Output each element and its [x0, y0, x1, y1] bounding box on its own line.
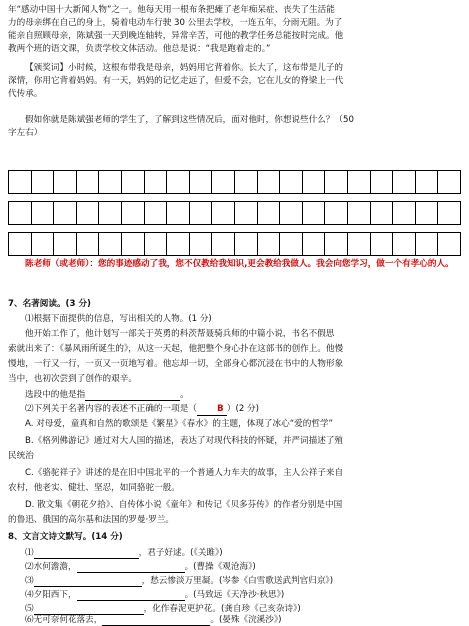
q7-excerpt: 他开始工作了，他计划写一部关于英勇的科茨帮聂骑兵师的中篇小说，书名不假思 [25, 329, 335, 339]
option-c: C.《骆驼祥子》讲述的是在旧中国北平的一个普通人力车夫的故事，主人公祥子来自 [25, 468, 344, 478]
choice-answer[interactable]: B [197, 403, 227, 416]
question-8-title: 8、文言文诗文默写。(14 分) [8, 532, 123, 542]
option-d-cont: 的鲁迅、俄国的高尔基和法国的罗曼·罗兰。 [8, 515, 175, 525]
recitation-item: ⑶ ，愁云惨淡万里凝。(岑参《白雪歌送武判官归京》) [25, 576, 334, 586]
answer-blank[interactable] [102, 615, 210, 626]
answer-text: 陈老师（或老师）：您的事迹感动了我，您不仅教给我知识,更会教给我做人。我会向您学习，做一个有孝心的人。 [25, 259, 454, 269]
option-c-cont: 农村，他老实、健壮、坚忍，如同骆驼一般。 [8, 483, 180, 493]
recitation-item: ⑵水何澹澹， 。(曹操《观沧海》) [25, 562, 256, 572]
answer-blank[interactable] [85, 390, 180, 401]
answer-blank[interactable] [34, 548, 139, 559]
q7-sub2: ⑵下列关于名著内容的表述不正确的一项是（ B ）(2 分) [8, 403, 460, 416]
grid-row [9, 171, 461, 194]
option-b: B.《格列佛游记》通过对大人国的描述，表达了对现代科技的怀疑，并严词描述了殖 [25, 436, 344, 446]
option-a: A. 对母爱，童真和自然的歌颂是《繁星》《春水》的主题，体现了冰心“爱的哲学” [25, 419, 333, 429]
recitation-item: ⑹无可奈何花落去， 。(晏殊《浣溪沙》) [25, 615, 282, 625]
option-d: D. 散文集《朝花夕拾》、自传体小说《童年》和传记《贝多芬传》的作者分别是中国 [25, 500, 343, 510]
q7-excerpt: 索就出来了：《暴风雨所诞生的》，从这一天起，他把整个身心扑在这部书的创作上。他慢 [8, 344, 344, 354]
question-7-title: 7、名著阅读。(3 分) [8, 299, 91, 309]
q7-sub1: ⑴根据下面提供的信息，写出相关的人物。(1 分) [25, 314, 212, 324]
passage-line: 能亲自照顾母亲，陈斌强一天到晚连轴转，异常辛苦，可他的教学任务总能按时完成。他 [8, 31, 344, 41]
award-speech-line: 代传承。 [8, 89, 43, 99]
passage-line: 力的母亲绑在自己的身上，骑着电动车行驶 30 公里去学校，一连五年，分雨无阻。为了 [8, 18, 343, 28]
passage-line: 年“感动中国十大新闻人物”之一。他每天用一根布条把瘫了老年痴呆症、丧失了生活能 [8, 5, 335, 15]
answer-blank[interactable] [77, 562, 185, 573]
grid-row [9, 202, 461, 225]
writing-prompt: 假如你就是陈斌强老师的学生了，了解到这些情况后，面对他时，你想说些什么？（50 [25, 115, 354, 125]
writing-grid[interactable] [8, 170, 461, 256]
q7-fill-line: 选段中的他是指 。 [25, 390, 189, 400]
recitation-item: ⑴ ，君子好逑。(《关雎》) [25, 548, 223, 558]
writing-prompt: 字左右） [8, 128, 43, 138]
award-speech-line: 【颁奖词】小时候，这根布带我是母亲，妈妈用它背着你。长大了，这布带是儿子的 [25, 63, 343, 73]
grid-row [9, 233, 461, 256]
q7-excerpt: 慢地，一行又一行，一页又一页地写着。他忘却一切，全部身心都沉浸在书中的人物形象 [8, 359, 344, 369]
answer-blank[interactable] [77, 590, 185, 601]
answer-blank[interactable] [34, 576, 142, 587]
award-speech-line: 深情，你用它背着妈妈。有一天，妈妈的记忆走远了，但爱不会，它在儿女的脊梁上一代 [8, 76, 344, 86]
recitation-item: ⑸ ，化作春泥更护花。(龚自珍《己亥杂诗》) [25, 604, 301, 614]
q7-excerpt: 当中，也初次尝到了创作的艰辛。 [8, 374, 137, 384]
option-b-cont: 民统治 [8, 451, 34, 461]
passage-line: 教两个班的语文课，负责学校文体活动。他总是说：“我是跑着走的。” [8, 44, 271, 54]
recitation-item: ⑷夕阳西下， 。(马致远《天净沙·秋思》) [25, 590, 285, 600]
